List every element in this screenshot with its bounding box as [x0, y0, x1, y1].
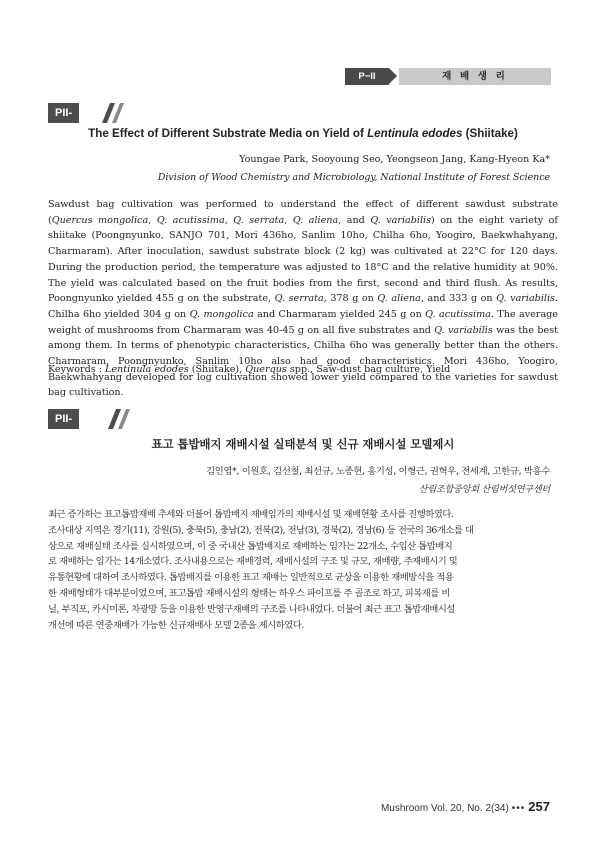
dots-icon: •••	[511, 803, 526, 814]
page-footer	[381, 798, 550, 816]
paper-tag-label: PII-10	[48, 409, 79, 429]
paper-authors: 김인엽*, 이원호, 김선철, 최선규, 노종현, 홍기성, 이형근, 권혁우, 전세계, 고한규, 박흥수	[206, 466, 550, 477]
running-header	[345, 68, 551, 85]
abstract-line: 개선에 따른 연중재배가 가능한 신규재배사 모델 2종을 제시하였다.	[48, 619, 304, 631]
stripes-icon	[106, 409, 136, 429]
paper-affiliation: 산림조합중앙회 산림버섯연구센터	[418, 484, 550, 495]
paper-tag-label: PII-9	[48, 103, 79, 123]
abstract-line: 최근 증가하는 표고톱밥재배 추세와 더불어 톱밥배지 재배임가의 재배시설 및 재배현황 조사를 진행하였다.	[48, 509, 454, 520]
abstract-line: 한 재배형태가 대부분이었으며, 표고톱밥 재배시설의 형태는 하우스 파이프를 주 골조로 하고, 피복재를 비	[48, 587, 450, 599]
paper-abstract: Sawdust bag cultivation was performed to understand the effect of different sawdust substrate (Quercus mongolica, Q. acutissima, Q. serrata, Q. aliena, and Q. variabilis) on the eight variety of shiitake (Poongnyunko, SANJO 701, Mori 436ho, Sanlim 10ho, Chilha 6ho, Yoogiro, Baekwhahyang, Charmaram). After inoculation, sawdust substrate block (2 kg) was cultivated at 22°C for 120 days. During the production period, the temperature was adjusted to 18°C and the relative humidity at 90%. The yield was calculated based on the fruit bodies from the first, second and third flush. As results, Poongnyunko yielded 455 g on the substrate, Q. serrata, 378 g on Q. aliena, and 333 g on Q. variabilis. Chilha 6ho yielded 304 g on Q. mongolica and Charmaram yielded 245 g on Q. acutissima. The average weight of mushrooms from Charmaram was 40-45 g on all five substrates and Q. variabilis was the best among them. In terms of phenotypic characteristics, Chilha 6ho was generally better than the others. Charmaram, Poongnyunko, Sanlim 10ho also had good characteristics. Mori 436ho, Yoogiro, Baekwhahyang developed for log cultivation showed lower yield compared to the varieties for sawdust bag cultivation.	[48, 199, 559, 399]
abstract-line: 조사대상 지역은 경기(11), 강원(5), 충북(5), 충남(2), 전북(2), 전남(3), 경북(2), 경남(6) 등 전국의 36개소를 대	[48, 524, 474, 536]
paper-keywords: Keywords : Lentinula edodes (Shiitake), Querqus spp., Saw-dust bag culture, Yield	[48, 364, 451, 375]
paper-affiliation: Division of Wood Chemistry and Microbiology, National Institute of Forest Science	[157, 172, 550, 183]
section-title: 재 배 생 리	[399, 68, 551, 85]
stripes-icon	[100, 103, 130, 123]
abstract-line: 상으로 재배실태 조사를 실시하였으며, 이 중 국내산 톱밥배지로 재배하는 임가는 22개소, 수입산 톱밥배지	[48, 540, 453, 552]
page-number: 257	[528, 799, 550, 814]
section-code: P−II	[345, 68, 389, 85]
chevron-right-icon	[389, 68, 397, 84]
paper-abstract	[48, 507, 558, 633]
journal-name: Mushroom Vol. 20, No. 2(34)	[380, 803, 509, 814]
paper-authors: Youngae Park, Sooyoung Seo, Yeongseon Jang, Kang-Hyeon Ka*	[239, 154, 550, 165]
abstract-line: 유통현황에 대하여 조사하였다. 톱밥배지를 이용한 표고 재배는 일반적으로 균상을 이용한 재배방식을 적용	[48, 572, 454, 584]
paper-title: 표고 톱밥배지 재배시설 실태분석 및 신규 재배시설 모델제시	[151, 437, 455, 451]
abstract-line: 닐, 부직포, 카시미론, 차광망 등을 이용한 반영구재배의 구조를 나타내었다. 더불어 최근 표고 톱밥재배시설	[48, 603, 455, 615]
paper-title: The Effect of Different Substrate Media on Yield of Lentinula edodes (Shiitake)	[88, 127, 518, 140]
abstract-line: 로 재배하는 임가는 14개소였다. 조사내용으로는 재배경력, 재배시설의 구조 및 규모, 재배량, 주재배시기 및	[48, 556, 458, 568]
